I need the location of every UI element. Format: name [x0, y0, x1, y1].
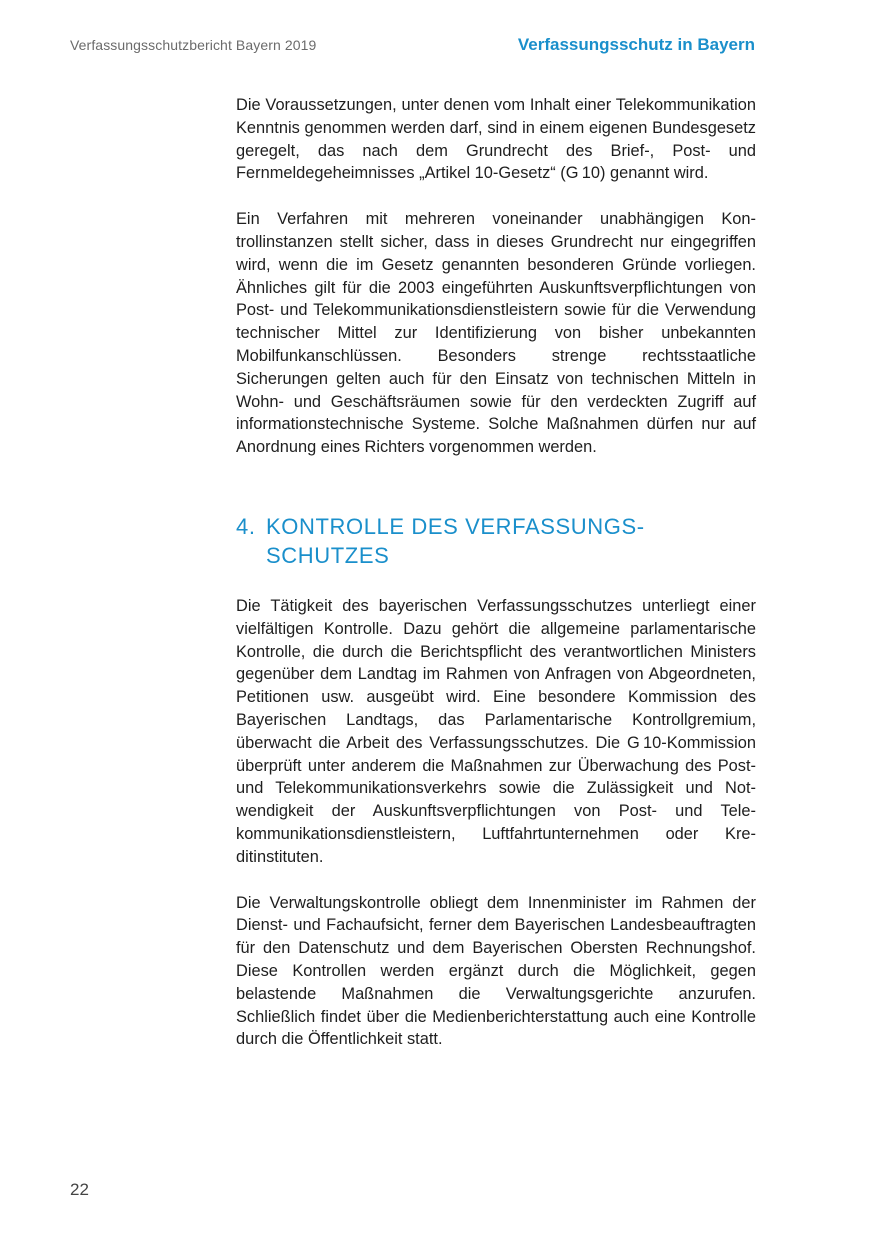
section-title: KONTROLLE DES VERFASSUNGS- SCHUTZES: [266, 513, 645, 568]
paragraph-spacer: [236, 185, 756, 208]
paragraph-spacer: [236, 869, 756, 892]
section-number: 4.: [236, 513, 256, 539]
running-header-chapter: Verfassungsschutz in Bayern: [517, 35, 755, 54]
paragraph-control-procedure: Ein Verfahren mit mehreren voneinander unabhängigen Kontrollinstanzen stellt sicher, dass in dieses Grundrecht nur eingegriffen wird, wenn die im Gesetz genannten besonderen Gründe vorliegen. Ähnliches gilt für die 2003 eingeführten Auskunftsverpflichtungen von Post- und Telekommunikationsdienstleistern sowie für die Verwendung technischer Mittel zur Identifizierung von bisher unbekannten Mobilfunkanschlüssen. Besonders strenge rechtsstaatliche Sicherungen gelten auch für den Einsatz von technischen Mitteln in Wohn- und Geschäftsräumen sowie für den verdeckten Zugriff auf informationstechnische Systeme. Solche Maßnahmen dürfen nur auf Anordnung eines Richters vorgenommen werden.: [236, 210, 756, 457]
section-heading: [236, 512, 756, 570]
heading-spacer: [236, 570, 756, 595]
page-number: 22: [70, 1180, 89, 1199]
paragraph-g10-law: Die Voraussetzungen, unter denen vom Inhalt einer Telekommunikation Kenntnis genommen werden darf, sind in einem eigenen Bundesgesetz geregelt, das nach dem Grundrecht des Brief-, Post- und Fernmeldegeheimnisses „Artikel 10-Gesetz“ (G 10) genannt wird.: [236, 96, 756, 183]
paragraph-administrative-control: Die Verwaltungskontrolle obliegt dem Innenminister im Rahmen der Dienst- und Fachaufsicht, ferner dem Bayerischen Landesbeauftragten für den Datenschutz und dem Bayerischen Obersten Rechnungshof. Diese Kontrollen werden ergänzt durch die Möglichkeit, gegen belastende Maßnahmen die Verwaltungsgerichte anzurufen. Schließlich findet über die Medienberichterstattung auch eine Kontrolle durch die Öffentlichkeit statt.: [236, 893, 756, 1049]
paragraph-parliamentary-control: Die Tätigkeit des bayerischen Verfassungsschutzes unterliegt einer vielfältigen Kontrolle. Dazu gehört die allgemeine parlamentarische Kontrolle, die durch die Berichtspflicht des verantwortlichen Ministers gegenüber dem Landtag im Rahmen von Anfragen von Abgeordneten, Petitionen usw. ausgeübt wird. Eine besondere Kommission des Bayerischen Landtags, das Parlamentarische Kontrollgremium, überwacht die Arbeit des Verfassungsschutzes. Die G 10-Kommission überprüft unter anderem die Maßnahmen zur Überwachung des Post- und Telekommunikationsverkehrs sowie die Zulässigkeit und Notwendigkeit der Auskunftsverpflichtungen von Post- und Telekommunikationsdienstleistern, Luftfahrtunternehmen oder Kreditinstituten.: [236, 596, 756, 866]
main-content: [236, 94, 756, 1051]
running-header-publication: Verfassungsschutzbericht Bayern 2019: [70, 37, 317, 53]
